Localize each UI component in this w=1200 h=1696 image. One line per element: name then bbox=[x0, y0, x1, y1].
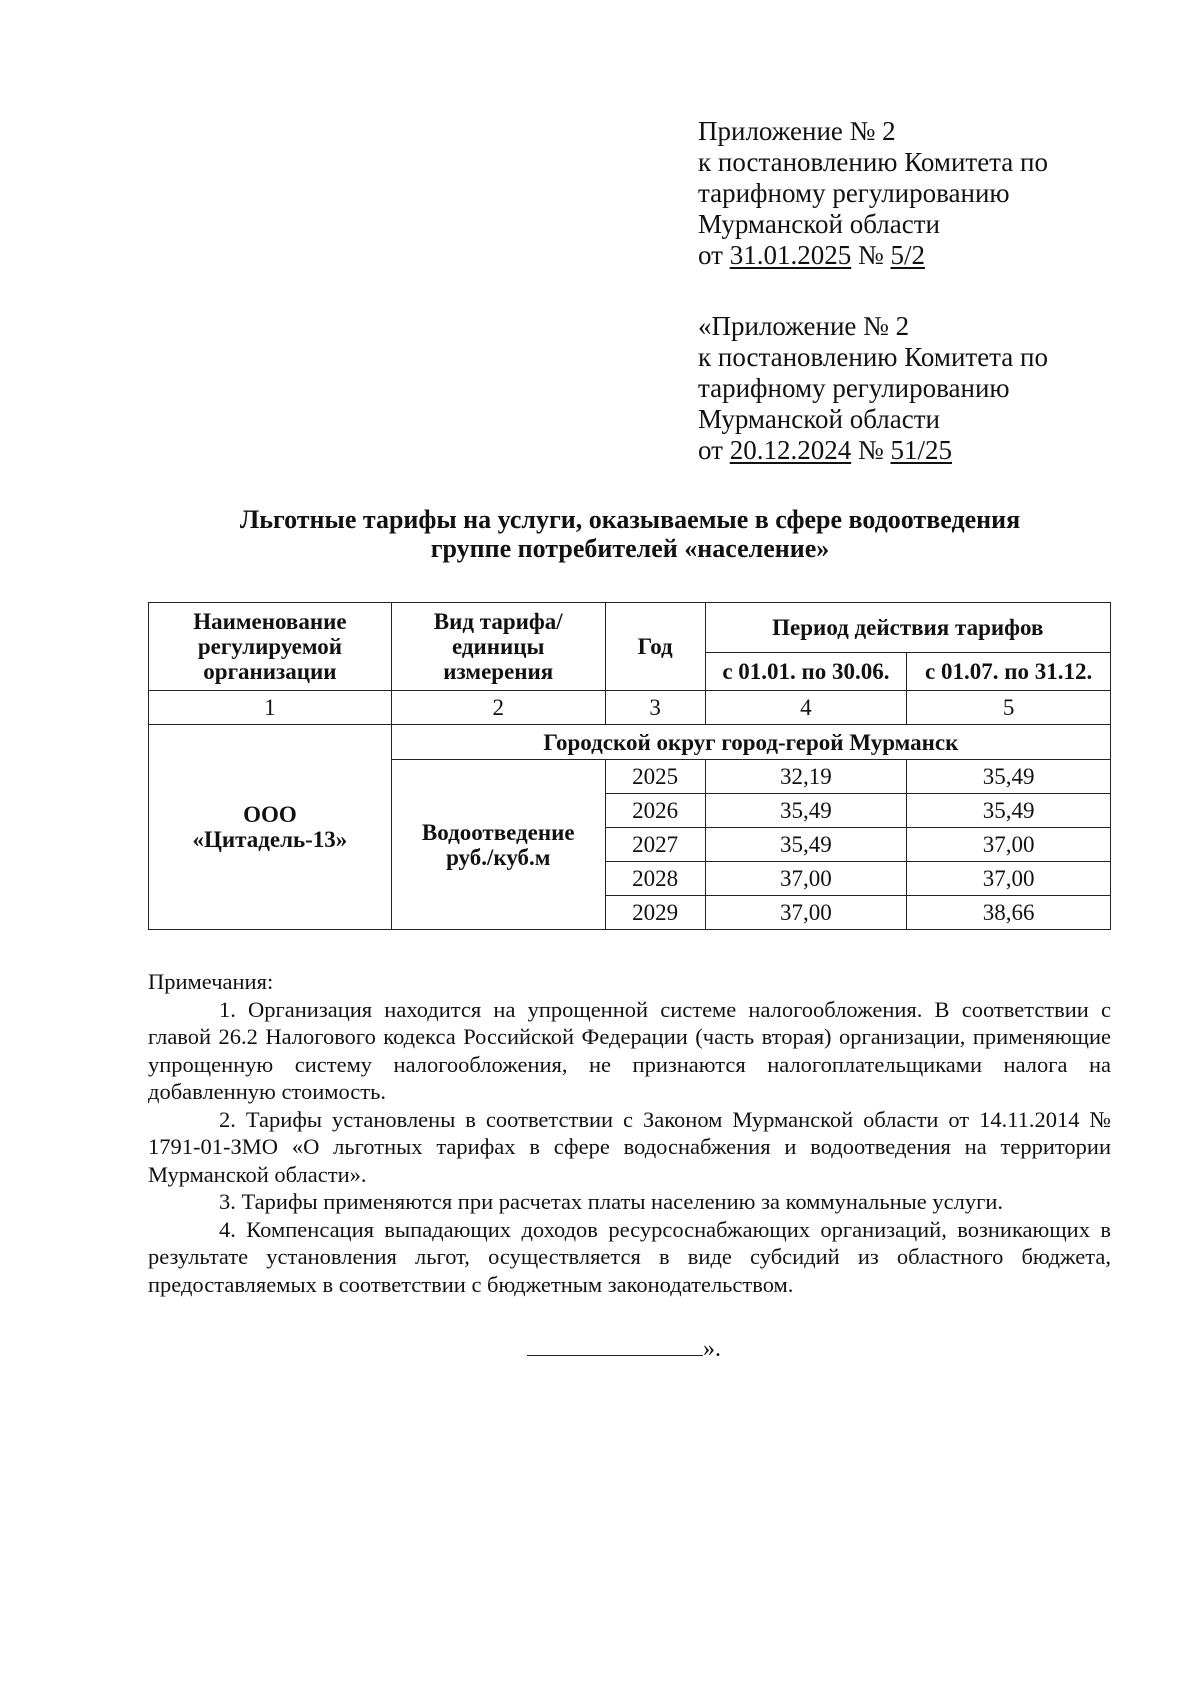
column-number-row bbox=[149, 691, 1111, 725]
note-item: 1. Организация находится на упрощенной системе налогообложения. В соответствии с главой 26.2 Налогового кодекса Российской Федерации (часть вторая) организации, применяющие упрощенную систему налогообложения, не признаются налогоплательщиками налога на добавленную стоимость. bbox=[148, 996, 1111, 1104]
appendix-date-line: от 31.01.2025 № 5/2 bbox=[698, 240, 925, 270]
header-year: Год bbox=[605, 603, 705, 691]
tariff-second-half: 35,49 bbox=[907, 794, 1111, 828]
appendix-date: 20.12.2024 bbox=[729, 435, 852, 465]
appendix-line: тарифному регулированию bbox=[698, 178, 1010, 208]
tariff-first-half: 35,49 bbox=[705, 828, 907, 862]
organization-cell: ООО «Цитадель-13» bbox=[149, 725, 392, 930]
column-number: 3 bbox=[605, 691, 705, 725]
appendix-date-line: от 20.12.2024 № 51/25 bbox=[698, 435, 952, 465]
tariff-first-half: 37,00 bbox=[705, 896, 907, 930]
tariff-second-half: 38,66 bbox=[907, 896, 1111, 930]
appendix-title: «Приложение № 2 bbox=[698, 311, 910, 341]
appendix-header-current bbox=[698, 116, 1048, 271]
column-number: 1 bbox=[149, 691, 392, 725]
closing-line bbox=[527, 1335, 721, 1363]
appendix-header-original bbox=[698, 311, 1048, 466]
note-item: 2. Тарифы установлены в соответствии с Законом Мурманской области от 14.11.2014 № 1791-01-ЗМО «О льготных тарифах в сфере водоснабжения и водоотведения на территории Мурманской области». bbox=[148, 1106, 1111, 1187]
tariff-second-half: 35,49 bbox=[907, 760, 1111, 794]
tariff-first-half: 32,19 bbox=[705, 760, 907, 794]
signature-blank bbox=[527, 1335, 703, 1356]
note-item: 3. Тарифы применяются при расчетах платы населению за коммунальные услуги. bbox=[219, 1189, 1003, 1214]
appendix-line: к постановлению Комитета по bbox=[698, 147, 1048, 177]
note-item: 4. Компенсация выпадающих доходов ресурсоснабжающих организаций, возникающих в результате установления льгот, осуществляется в виде субсидий из областного бюджета, предоставляемых в соответствии с бюджетным законодательством. bbox=[148, 1216, 1111, 1297]
appendix-line: к постановлению Комитета по bbox=[698, 342, 1048, 372]
year-cell: 2026 bbox=[605, 794, 705, 828]
appendix-line: Мурманской области bbox=[698, 209, 940, 239]
closing-quote: ». bbox=[703, 1336, 721, 1362]
region-row: Городской округ город-герой Мурманск bbox=[391, 725, 1110, 760]
header-organization: Наименование регулируемой организации bbox=[149, 603, 392, 691]
year-cell: 2029 bbox=[605, 896, 705, 930]
year-cell: 2025 bbox=[605, 760, 705, 794]
year-cell: 2027 bbox=[605, 828, 705, 862]
tariff-first-half: 35,49 bbox=[705, 794, 907, 828]
notes-heading: Примечания: bbox=[148, 969, 274, 994]
tariff-first-half: 37,00 bbox=[705, 862, 907, 896]
header-period-second-half: с 01.07. по 31.12. bbox=[907, 653, 1111, 691]
year-cell: 2028 bbox=[605, 862, 705, 896]
appendix-number: 51/25 bbox=[890, 435, 952, 465]
appendix-line: тарифному регулированию bbox=[698, 373, 1010, 403]
tariff-second-half: 37,00 bbox=[907, 828, 1111, 862]
document-title: Льготные тарифы на услуги, оказываемые в сфере водоотведения группе потребителей «население» bbox=[239, 505, 1021, 563]
header-tariff-type: Вид тарифа/единицы измерения bbox=[391, 603, 605, 691]
column-number: 2 bbox=[391, 691, 605, 725]
service-cell: Водоотведение руб./куб.м bbox=[391, 760, 605, 930]
appendix-title: Приложение № 2 bbox=[698, 116, 896, 146]
column-number: 4 bbox=[705, 691, 907, 725]
tariff-second-half: 37,00 bbox=[907, 862, 1111, 896]
appendix-date: 31.01.2025 bbox=[729, 240, 852, 270]
column-number: 5 bbox=[907, 691, 1111, 725]
notes-section bbox=[148, 968, 1111, 1298]
header-period-first-half: с 01.01. по 30.06. bbox=[705, 653, 907, 691]
appendix-number: 5/2 bbox=[890, 240, 925, 270]
tariff-table bbox=[148, 602, 1111, 930]
header-period: Период действия тарифов bbox=[705, 603, 1110, 653]
appendix-line: Мурманской области bbox=[698, 404, 940, 434]
